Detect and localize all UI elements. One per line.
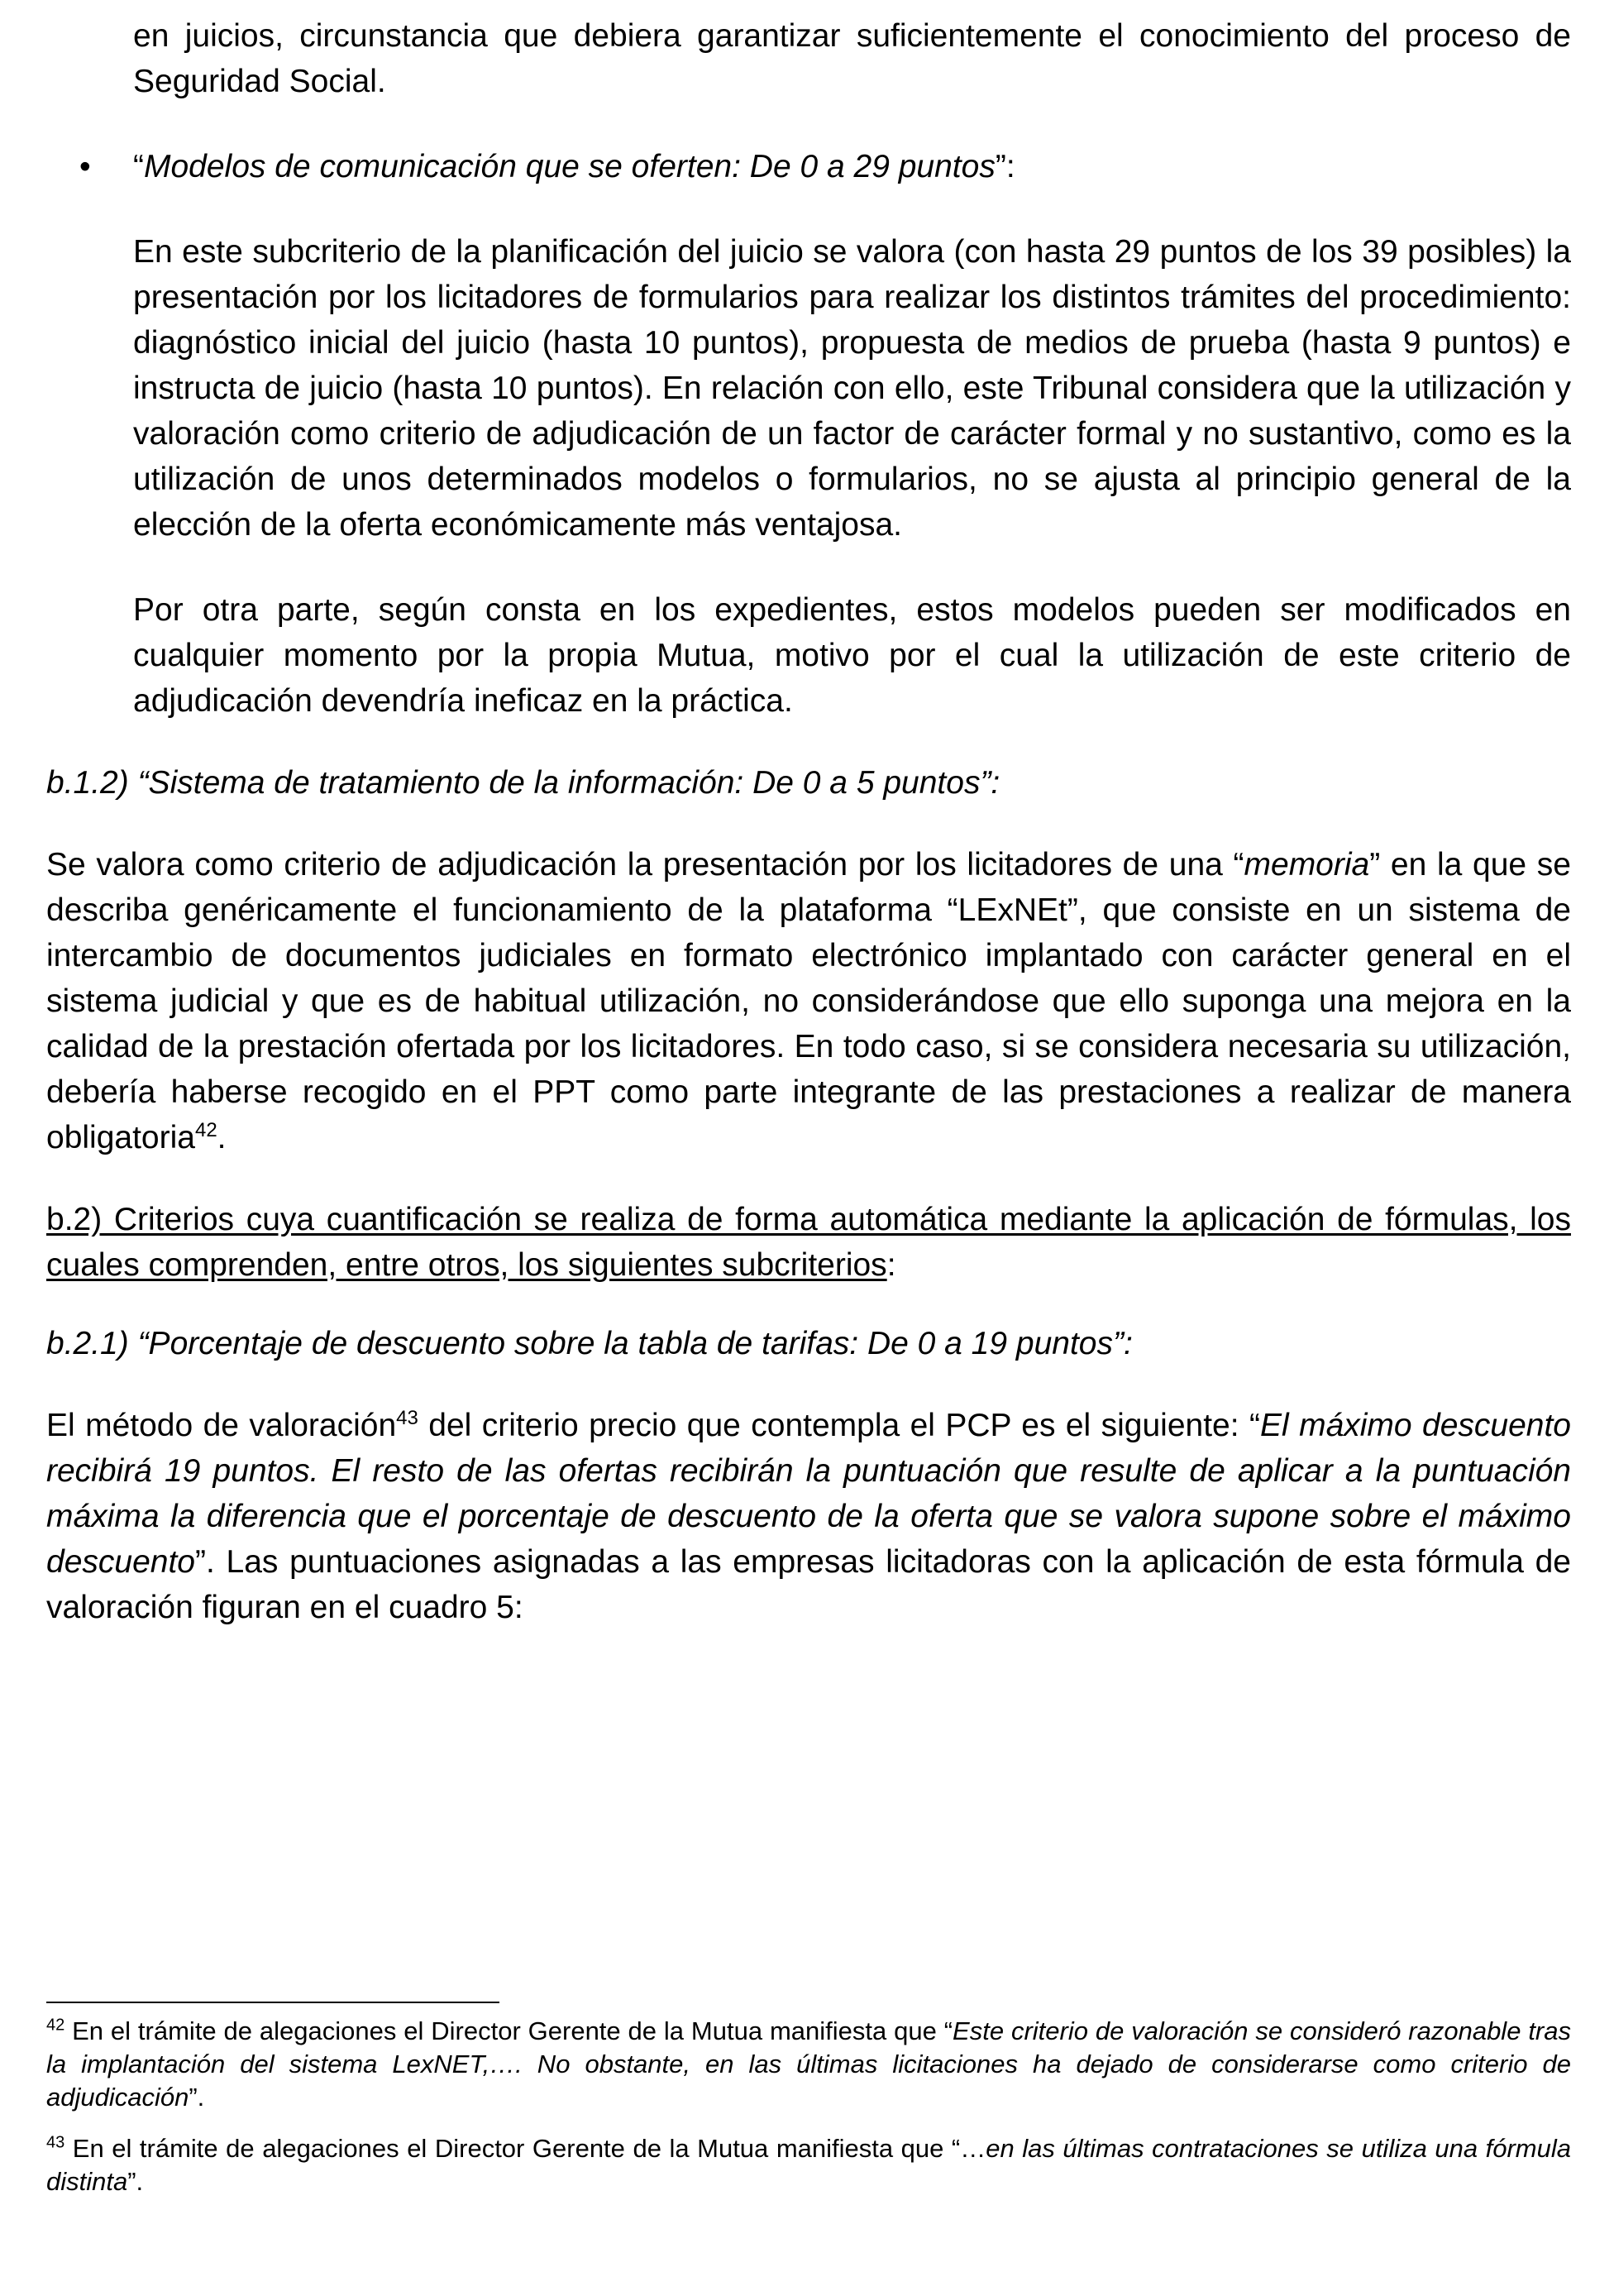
bullet-icon: •: [79, 149, 91, 184]
heading-b2-text: b.2) Criterios cuya cuantificación se realiza de forma automática mediante la aplicación de fórmulas, los cuales comprenden, entre otros, los siguientes subcriterios: [46, 1202, 1571, 1283]
heading-b21: [46, 1321, 1571, 1366]
quoted-formula: El máximo descuento recibirá 19 puntos. El resto de las ofertas recibirán la puntuación que resulte de aplicar a la puntuación máxima la diferencia que el porcentaje de descuento de la oferta que se valora supone sobre el máximo descuento: [46, 1408, 1571, 1580]
footnote-divider: [46, 2002, 499, 2003]
footnote-ref-43[interactable]: 43: [396, 1407, 418, 1429]
heading-b21-text: b.2.1) “Porcentaje de descuento sobre la tabla de tarifas: De 0 a 19 puntos”:: [46, 1326, 1133, 1361]
close-quote: ”:: [995, 149, 1015, 184]
footnote-number: 43: [46, 2133, 65, 2152]
bullet-title: Modelos de comunicación que se oferten: De 0 a 29 puntos: [144, 149, 996, 184]
paragraph-b12: Se valora como criterio de adjudicación la presentación por los licitadores de una “memoria” en la que se describa genéricamente el funcionamiento de la plataforma “LExNEt”, que consiste en un sistema de intercambio de documentos judiciales en formato electrónico implantado con carácter general en el sistema judicial y que es de habitual utilización, no considerándose que ello suponga una mejora en la calidad de la prestación ofertada por los licitadores. En todo caso, si se considera necesaria su utilización, debería haberse recogido en el PPT como parte integrante de las prestaciones a realizar de manera obligatoria$^{42}$.: [46, 847, 1571, 1155]
paragraph-continuation: en juicios, circunstancia que debiera garantizar suficientemente el conocimiento del proceso de Seguridad Social.: [133, 18, 1571, 99]
heading-b12-text: b.1.2) “Sistema de tratamiento de la información: De 0 a 5 puntos”:: [46, 765, 1000, 801]
emphasis-memoria: memoria: [1244, 847, 1370, 883]
paragraph-modelos-1: En este subcriterio de la planificación del juicio se valora (con hasta 29 puntos de los 39 posibles) la presentación por los licitadores de formularios para realizar los distintos trámites del procedimiento: diagnóstico inicial del juicio (hasta 10 puntos), propuesta de medios de prueba (hasta 9 puntos) e instructa de juicio (hasta 10 puntos). En relación con ello, este Tribunal considera que la utilización y valoración como criterio de adjudicación de un factor de carácter formal y no sustantivo, como es la utilización de unos determinados modelos o formularios, no se ajusta al principio general de la elección de la oferta económicamente más ventajosa.: [133, 234, 1571, 543]
footnote-number: 42: [46, 2016, 65, 2035]
paragraph-modelos-2: Por otra parte, según consta en los expedientes, estos modelos pueden ser modificados en cualquier momento por la propia Mutua, motivo por el cual la utilización de este criterio de adjudicación devendría ineficaz en la práctica.: [133, 592, 1571, 719]
heading-b12: [46, 760, 1571, 806]
footnotes: [46, 2015, 1571, 2198]
bullet-heading: [133, 144, 1571, 189]
footnote-43: $^{43}$ En el trámite de alegaciones el Director Gerente de la Mutua manifiesta que “…en las últimas contrataciones se utiliza una fórmula distinta”.: [46, 2133, 1571, 2196]
document-page: [46, 13, 1571, 1630]
open-quote: “: [133, 149, 144, 184]
heading-b2: b.2) Criterios cuya cuantificación se realiza de forma automática mediante la aplicación de fórmulas, los cuales comprenden, entre otros, los siguientes subcriterios:: [46, 1202, 1571, 1283]
bullet-item-modelos: [46, 144, 1571, 189]
paragraph-b21: El método de valoración$^{43}$ del criterio precio que contempla el PCP es el siguiente: “El máximo descuento recibirá 19 puntos. El resto de las ofertas recibirán la puntuación que resulte de aplicar a la puntuación máxima la diferencia que el porcentaje de descuento de la oferta que se valora supone sobre el máximo descuento”. Las puntuaciones asignadas a las empresas licitadoras con la aplicación de esta fórmula de valoración figuran en el cuadro 5:: [46, 1407, 1571, 1625]
footnote-42: $^{42}$ En el trámite de alegaciones el Director Gerente de la Mutua manifiesta que “Este criterio de valoración se consideró razonable tras la implantación del sistema LexNET,…. No obstante, en las últimas licitaciones ha dejado de considerarse como criterio de adjudicación”.: [46, 2016, 1571, 2112]
footnote-ref-42[interactable]: 42: [194, 1119, 217, 1141]
